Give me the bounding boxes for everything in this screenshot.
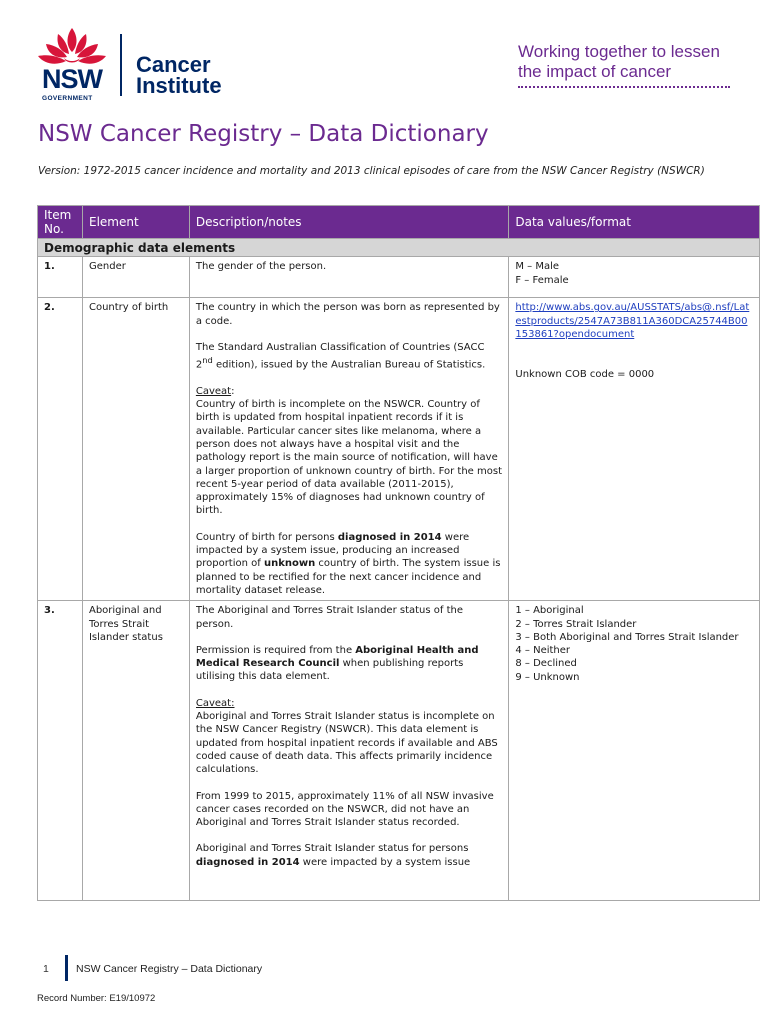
- element-name: Aboriginal and Torres Strait Islander status: [82, 601, 189, 901]
- value-item: 2 – Torres Strait Islander: [515, 618, 637, 630]
- caveat-label: Caveat: [195, 385, 232, 397]
- description-cell: [189, 601, 509, 901]
- description-text: The gender of the person.: [195, 261, 327, 273]
- item-number: 3.: [38, 601, 83, 901]
- version-note: Version: 1972-2015 cancer incidence and mortality and 2013 clinical episodes of care from the NSW Cancer Registry (NSWCR): [38, 165, 705, 177]
- footer-title: NSW Cancer Registry – Data Dictionary: [76, 963, 263, 975]
- element-name: Country of birth: [82, 298, 189, 601]
- item-number: 1.: [38, 257, 83, 298]
- description-cell: [189, 257, 509, 298]
- page-number: 1: [43, 963, 49, 975]
- text-run: were impacted by a system issue, producing an increased proportion of: [195, 531, 470, 570]
- value-item: 8 – Declined: [515, 658, 577, 670]
- description-text: [196, 531, 503, 597]
- cancer-institute-wordmark: [136, 54, 222, 96]
- text-run: when publishing reports utilising this data element.: [195, 658, 464, 683]
- text-run-bold: unknown: [263, 558, 316, 570]
- values-cell: [509, 298, 760, 601]
- description-clip: [196, 604, 503, 897]
- description-text: The Aboriginal and Torres Strait Islander status of the person.: [195, 605, 463, 630]
- caveat-label: Caveat:: [195, 697, 235, 709]
- tagline-dotted-rule: [518, 86, 730, 88]
- waratah-flower-icon: [36, 26, 108, 68]
- description-text: [196, 341, 503, 372]
- text-run-bold: diagnosed in 2014: [337, 531, 442, 543]
- section-title: Demographic data elements: [38, 239, 760, 257]
- table-header-row: [38, 206, 760, 239]
- value-item: M – Male: [515, 261, 560, 273]
- text-run-bold: diagnosed in 2014: [195, 856, 300, 868]
- footer-divider: [65, 955, 68, 981]
- description-text: The country in which the person was born as represented by a code.: [195, 302, 500, 327]
- description-text: [196, 644, 503, 684]
- sacc-text: The Standard Australian Classification of Countries (SACC 2: [195, 341, 485, 371]
- abs-sacc-link[interactable]: http://www.abs.gov.au/AUSSTATS/abs@.nsf/Latestproducts/2547A73B811A360DCA25744B00153861?opendocument: [515, 302, 750, 340]
- description-cell: [189, 298, 509, 601]
- table-row: [38, 601, 760, 901]
- header-item-label: Item: [44, 208, 72, 222]
- caveat-text: Aboriginal and Torres Strait Islander status is incomplete on the NSW Cancer Registry (NSWCR). This data element is updated from hospital inpatient records if available and ABS coded cause of death data. This affects primarily incidence calculations.: [195, 711, 498, 776]
- government-label: GOVERNMENT: [42, 95, 93, 102]
- edition-superscript: nd: [202, 355, 213, 366]
- element-name: Gender: [82, 257, 189, 298]
- value-item: 1 – Aboriginal: [515, 605, 584, 617]
- logo-divider: [120, 34, 122, 96]
- table-row: [38, 298, 760, 601]
- section-row: [38, 239, 760, 257]
- value-item: 4 – Neither: [515, 645, 571, 657]
- nsw-wordmark: NSW: [42, 64, 102, 94]
- tagline: [518, 42, 748, 82]
- page-header: [0, 0, 770, 110]
- text-run: were impacted by a system issue: [299, 856, 471, 868]
- caveat-text: Country of birth is incomplete on the NSWCR. Country of birth is updated from hospital inpatient records if it is available. Particular cancer sites like melanoma, where a person does not always have a hospital visit and the pathology report is the main source of notification, will have a larger proportion of unknown country of birth. For the most recent 5-year period of data available (2011-2015), approximately 15% of diagnoses had unknown country of birth.: [195, 399, 502, 517]
- header-no-label: No.: [44, 222, 64, 236]
- text-run: Aboriginal and Torres Strait Islander status for persons: [195, 843, 469, 855]
- text-run: country of birth. The system issue is planned to be rectified for the next cancer incidence and mortality dataset release.: [195, 558, 501, 596]
- text-run-bold: Aboriginal Health and Medical Research Council: [195, 644, 479, 670]
- data-dictionary-table: [37, 205, 760, 901]
- values-cell: [509, 257, 760, 298]
- unknown-code: Unknown COB code = 0000: [515, 369, 655, 381]
- caveat-block: [196, 385, 503, 518]
- caveat-block: [196, 697, 503, 777]
- sacc-text-end: edition), issued by the Australian Bureau of Statistics.: [212, 359, 486, 371]
- document-title: NSW Cancer Registry – Data Dictionary: [38, 121, 489, 147]
- abs-link-wrap: [515, 301, 753, 341]
- header-element: Element: [82, 206, 189, 239]
- header-data-values: Data values/format: [509, 206, 760, 239]
- text-run: Permission is required from the: [195, 644, 356, 656]
- description-text: [196, 842, 503, 869]
- value-item: 9 – Unknown: [515, 671, 580, 683]
- tagline-line-1: Working together to lessen: [518, 42, 720, 61]
- caveat-colon: :: [231, 385, 235, 397]
- item-number: 2.: [38, 298, 83, 601]
- table-row: [38, 257, 760, 298]
- header-description: Description/notes: [189, 206, 509, 239]
- values-cell: [509, 601, 760, 901]
- record-number: Record Number: E19/10972: [37, 993, 156, 1004]
- value-item: 3 – Both Aboriginal and Torres Strait Islander: [515, 631, 739, 643]
- description-text: From 1999 to 2015, approximately 11% of all NSW invasive cancer cases recorded on the NSWCR, did not have an Aboriginal and Torres Strait Islander status recorded.: [195, 790, 494, 829]
- institute-word: Institute: [136, 73, 222, 98]
- header-item-no: [38, 206, 83, 239]
- value-item: F – Female: [515, 274, 569, 286]
- cancer-word: Cancer: [136, 52, 211, 77]
- text-run: Country of birth for persons: [195, 531, 338, 543]
- tagline-line-2: the impact of cancer: [518, 62, 672, 81]
